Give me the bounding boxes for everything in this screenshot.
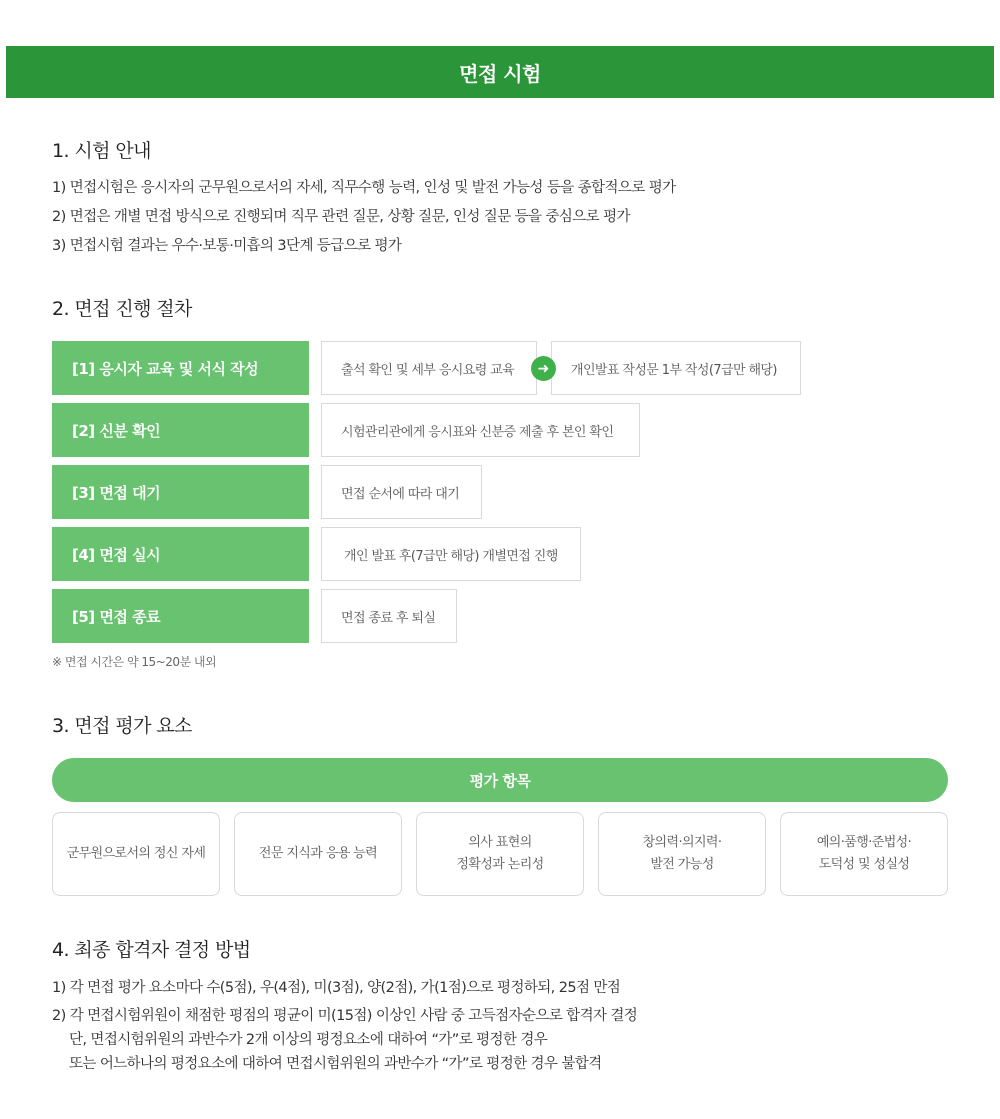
evaluation-item-4: 창의력·의지력· 발전 가능성 [598, 812, 766, 896]
page-title: 면접 시험 [459, 61, 541, 86]
section3-heading: 3. 면접 평가 요소 [52, 715, 192, 737]
step-4-detail: 개인 발표 후(7급만 해당) 개별면접 진행 [321, 527, 581, 581]
section1-line-3: 3) 면접시험 결과는 우수·보통·미흡의 3단계 등급으로 평가 [52, 238, 402, 254]
section4-heading: 4. 최종 합격자 결정 방법 [52, 939, 251, 961]
evaluation-item-2: 전문 지식과 응용 능력 [234, 812, 402, 896]
evaluation-item-5: 예의·품행·준법성· 도덕성 및 성실성 [780, 812, 948, 896]
step-1-detail-1: 출석 확인 및 세부 응시요령 교육 [321, 341, 537, 395]
step-1-detail-2: 개인발표 작성문 1부 작성(7급만 해당) [551, 341, 801, 395]
section4-line-2: 2) 각 면접시험위원이 채점한 평점의 평균이 미(15점) 이상인 사람 중 고득점자순으로 합격자 결정 [52, 1008, 638, 1024]
step-3-label: [3] 면접 대기 [52, 465, 309, 519]
section4-line-4: 또는 어느하나의 평정요소에 대하여 면접시험위원의 과반수가 “가”로 평정한 경우 불합격 [69, 1056, 602, 1072]
step-5-detail: 면접 종료 후 퇴실 [321, 589, 457, 643]
section4-line-1: 1) 각 면접 평가 요소마다 수(5점), 우(4점), 미(3점), 양(2점), 가(1점)으로 평정하되, 25점 만점 [52, 980, 621, 996]
step-2-label: [2] 신분 확인 [52, 403, 309, 457]
section1-heading: 1. 시험 안내 [52, 140, 151, 162]
section1-line-2: 2) 면접은 개별 면접 방식으로 진행되며 직무 관련 질문, 상황 질문, 인성 질문 등을 중심으로 평가 [52, 209, 630, 225]
interview-time-note: ※ 면접 시간은 약 15~20분 내외 [52, 655, 217, 669]
step-4-label: [4] 면접 실시 [52, 527, 309, 581]
evaluation-item-1: 군무원으로서의 정신 자세 [52, 812, 220, 896]
step-5-label: [5] 면접 종료 [52, 589, 309, 643]
page-banner [6, 46, 994, 98]
section4-line-3: 단, 면접시험위원의 과반수가 2개 이상의 평정요소에 대하여 “가”로 평정한 경우 [69, 1032, 548, 1048]
step-3-detail: 면접 순서에 따라 대기 [321, 465, 482, 519]
evaluation-item-3: 의사 표현의 정확성과 논리성 [416, 812, 584, 896]
evaluation-header-label: 평가 항목 [469, 771, 531, 790]
evaluation-header [52, 758, 948, 802]
step-1-label: [1] 응시자 교육 및 서식 작성 [52, 341, 309, 395]
section2-heading: 2. 면접 진행 절차 [52, 298, 192, 320]
arrow-right-icon: ➜ [531, 356, 556, 381]
section1-line-1: 1) 면접시험은 응시자의 군무원으로서의 자세, 직무수행 능력, 인성 및 발전 가능성 등을 종합적으로 평가 [52, 180, 676, 196]
step-2-detail: 시험관리관에게 응시표와 신분증 제출 후 본인 확인 [321, 403, 640, 457]
